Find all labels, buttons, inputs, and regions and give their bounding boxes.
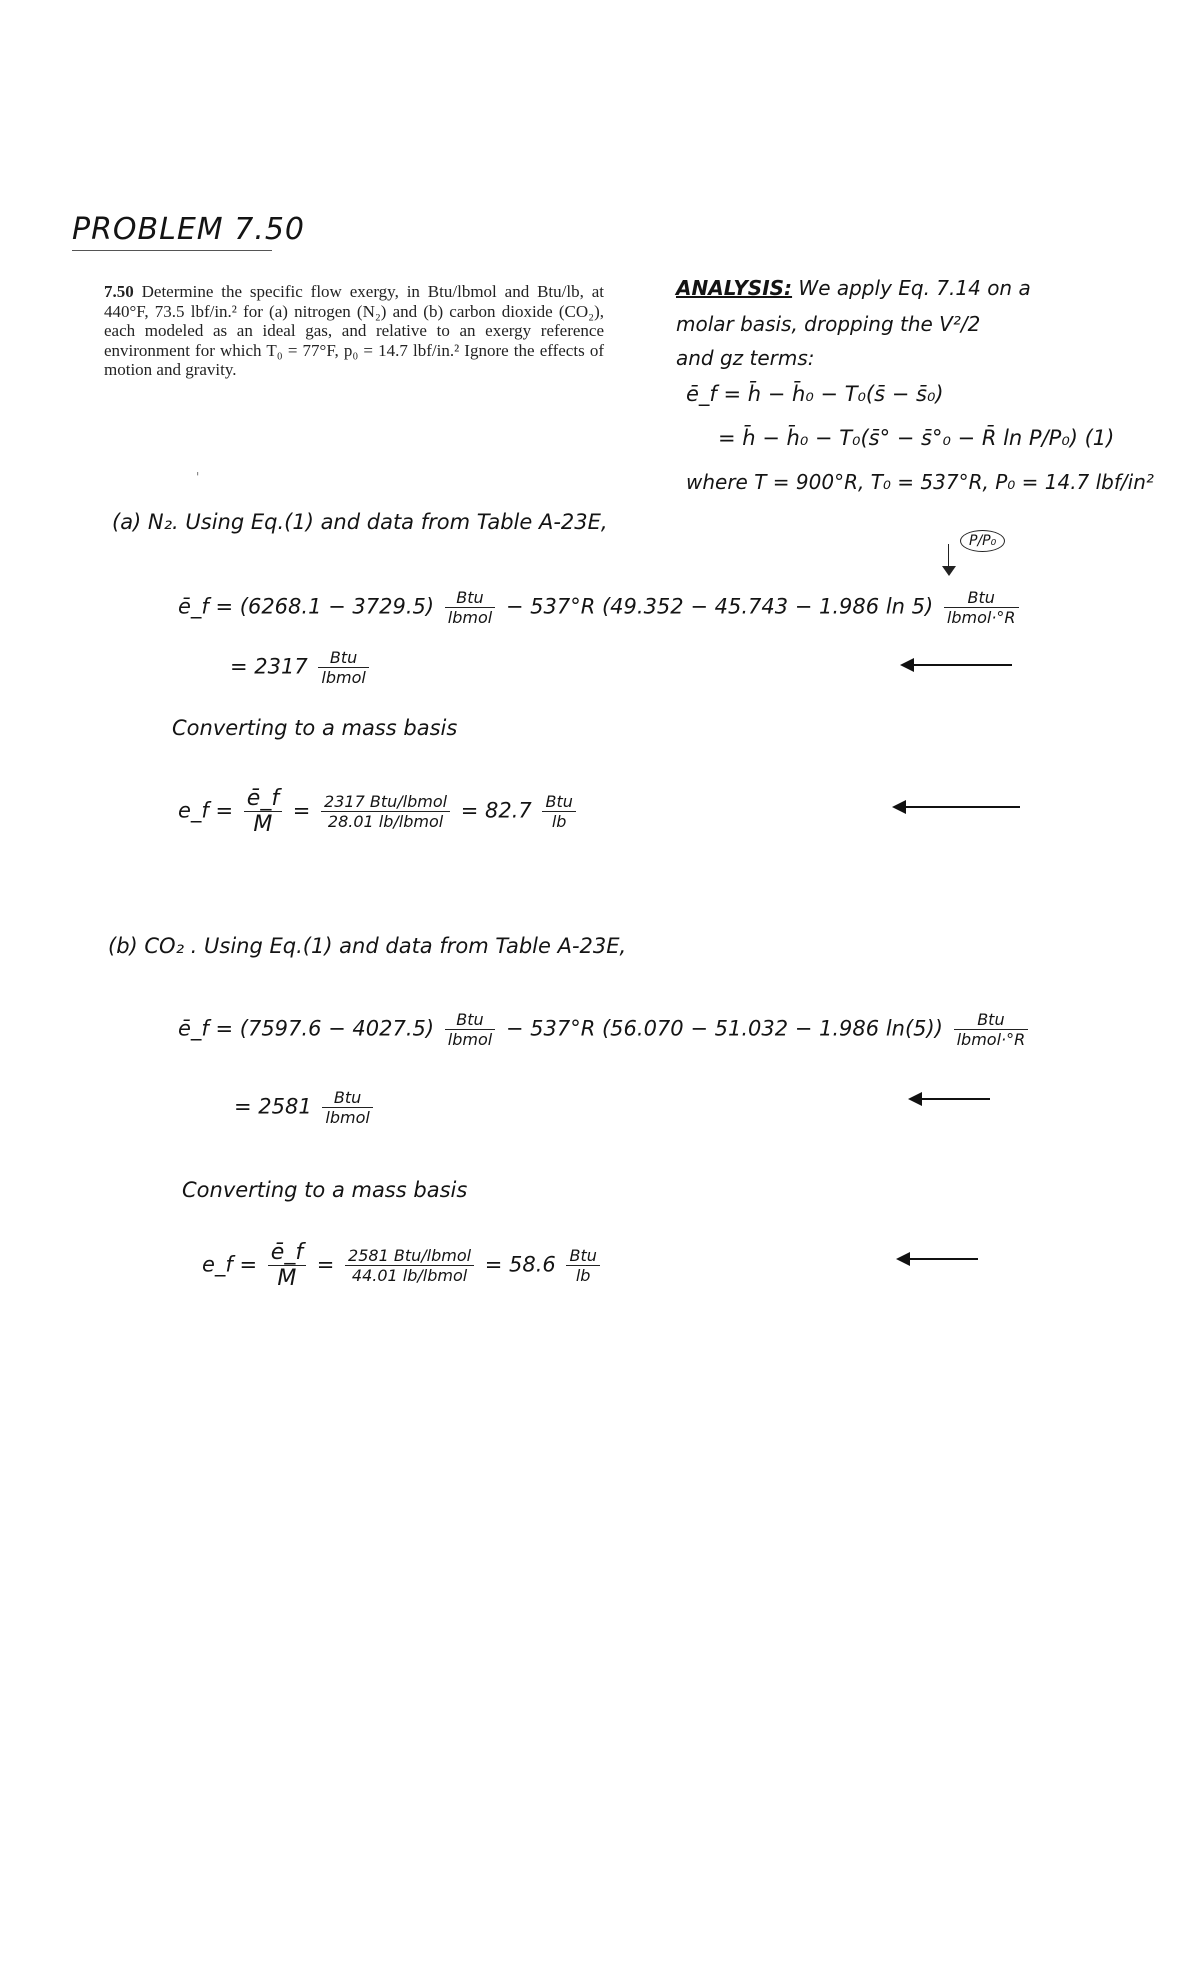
analysis-label: ANALYSIS: [676,276,793,300]
part-a-eq-lhs: ē_f = (6268.1 − 3729.5) [178,594,435,619]
reference-conditions: where T = 900°R, T₀ = 537°R, P₀ = 14.7 lbf/in² [686,470,1154,494]
part-b-eq-lhs: ē_f = (7597.6 − 4027.5) [178,1016,435,1041]
part-b-convert-label: Converting to a mass basis [182,1178,468,1202]
problem-text: Determine the specific flow exergy, in Btu/lbmol and Btu/lb, at 440°F, 73.5 lbf/in.² for (a) nitrogen (N₂) and (b) carbon dioxide (CO₂), each modeled as an ideal gas, and relative to an exergy reference environment for which T₀ = 77°F, p₀ = 14.7 lbf/in.² Ignore the effects of motion and gravity. [104,282,605,379]
part-b-flow-exergy-equation: ē_f = (7597.6 − 4027.5) $\frac{\text{Btu}}{\text{lbmol}}$ − 537°R (56.070 − 51.032 − 1.986 ln(5)) $\frac{\text{Btu}}{\text{lbmol·°R}}$ [178,1010,1032,1049]
page-title: PROBLEM 7.50 [72,212,306,247]
part-b-eq-mid: − 537°R (56.070 − 51.032 − 1.986 ln(5)) [505,1016,943,1041]
analysis-line-2: molar basis, dropping the V²/2 [676,312,981,336]
title-divider [72,250,272,251]
pressure-ratio-note: P/P₀ [960,530,1005,552]
stray-mark: ' [196,470,200,484]
exergy-equation-expanded: = h̄ − h̄₀ − T₀(s̄° − s̄°₀ − R̄ ln P/P₀) (1) [718,426,1115,450]
problem-number: 7.50 [104,282,134,301]
part-b-heading: (b) CO₂ . Using Eq.(1) and data from Table A-23E, [108,934,627,958]
answer-arrow-a1 [902,664,1012,666]
part-a-eq-mid: − 537°R (49.352 − 45.743 − 1.986 ln 5) [505,594,934,619]
problem-statement [104,282,604,380]
analysis-line-3: and gz terms: [676,346,815,370]
exergy-equation: ē_f = h̄ − h̄₀ − T₀(s̄ − s̄₀) [686,382,944,406]
answer-arrow-a2 [894,806,1020,808]
part-a-flow-exergy-equation [178,588,1023,627]
part-a-heading: (a) N₂. Using Eq.(1) and data from Table A-23E, [112,510,608,534]
note-pointer-head [942,566,956,576]
part-a-convert-label: Converting to a mass basis [172,716,458,740]
part-b-molar-result: = 2581 $\frac{\text{Btu}}{\text{lbmol}}$ [234,1088,377,1127]
answer-arrow-b1 [910,1098,990,1100]
part-a-mass-basis-equation: e_f = $\frac{ē\_f}{M}$ = $\frac{\text{2317 Btu/lbmol}}{\text{28.01 lb/lbmol}}$ = 82.7 $\frac{\text{Btu}}{lb}$ [178,786,580,837]
analysis-line-1 [676,276,1031,300]
answer-arrow-b2 [898,1258,978,1260]
part-a-unit-2: $\frac{\text{Btu}}{\text{lbmol·°R}}$ [944,588,1019,627]
part-a-molar-result: = 2317 $\frac{\text{Btu}}{\text{lbmol}}$ [230,648,373,687]
analysis-text-1: We apply Eq. 7.14 on a [798,276,1031,300]
part-a-unit-1: $\frac{\text{Btu}}{\text{lbmol}}$ [445,588,495,627]
part-b-mass-basis-equation: e_f = $\frac{ē\_f}{M}$ = $\frac{\text{2581 Btu/lbmol}}{\text{44.01 lb/lbmol}}$ = 58.6 $\frac{\text{Btu}}{lb}$ [202,1240,604,1291]
